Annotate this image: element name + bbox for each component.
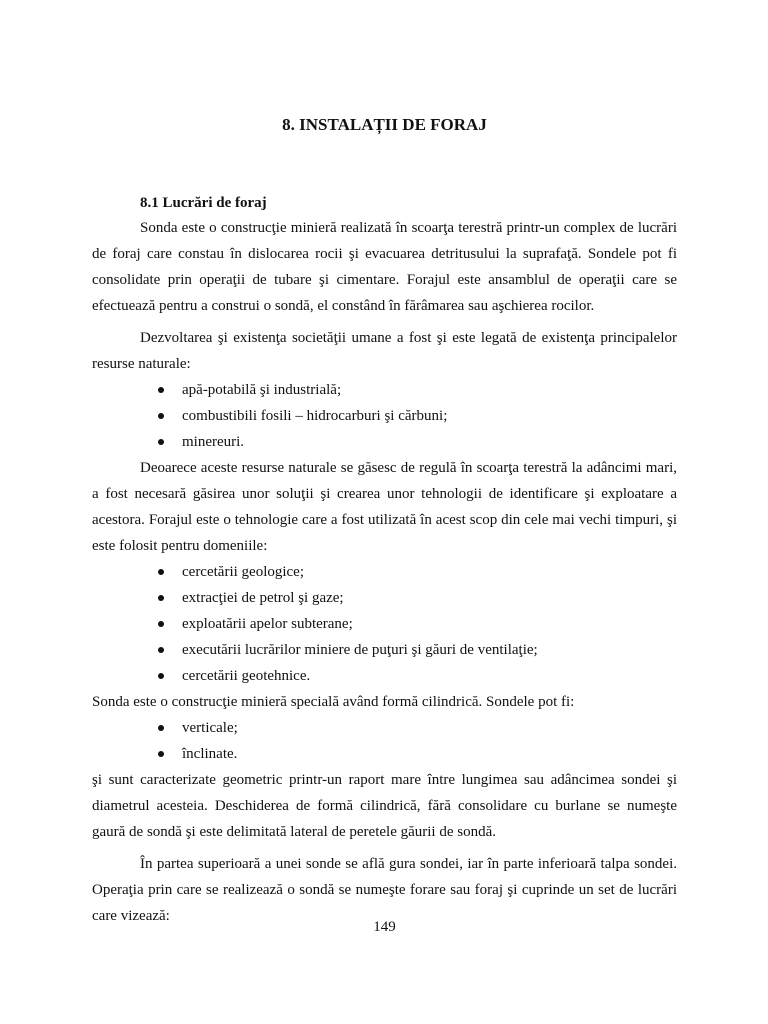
list-item [158, 611, 677, 637]
domains-list [92, 559, 677, 689]
list-item-text: executării lucrărilor miniere de puţuri şi găuri de ventilaţie; [182, 642, 538, 658]
bullet-icon [158, 387, 164, 393]
bullet-icon [158, 673, 164, 679]
list-item-text: verticale; [182, 720, 238, 736]
paragraph-1: Sonda este o construcţie minieră realizată în scoarţa terestră printr-un complex de lucrări de foraj care constau în dislocarea rocii şi evacuarea detritusului la suprafaţă. Sondele pot fi consolidate prin operaţii de tubare şi cimentare. Forajul este ansamblul de operaţii care se efectuează pentru a construi o sondă, el constând în fărâmarea sau aşchierea rocilor. [92, 220, 677, 314]
list-item [158, 429, 677, 455]
list-item-text: combustibili fosili – hidrocarburi şi cărbuni; [182, 408, 448, 424]
paragraph-5: şi sunt caracterizate geometric printr-un raport mare între lungimea sau adâncimea sondei şi diametrul acesteia. Deschiderea de formă cilindrică, fără consolidare cu burlane se numeşte gaură de sondă şi este delimitată lateral de peretele găurii de sondă. [92, 772, 677, 840]
bullet-icon [158, 569, 164, 575]
body-text [92, 215, 677, 929]
list-item [158, 403, 677, 429]
paragraph-6: În partea superioară a unei sonde se află gura sondei, iar în parte inferioară talpa sondei. Operaţia prin care se realizează o sondă se numeşte forare sau foraj şi cuprinde un set de lucrări care vizează: [92, 856, 677, 924]
bullet-icon [158, 595, 164, 601]
bullet-icon [158, 439, 164, 445]
list-item-text: apă-potabilă şi industrială; [182, 382, 342, 398]
list-item-text: cercetării geotehnice. [182, 668, 311, 684]
list-item [158, 585, 677, 611]
list-item [158, 741, 677, 767]
resources-list [92, 377, 677, 455]
bullet-icon [158, 725, 164, 731]
bullet-icon [158, 621, 164, 627]
paragraph-4: Sonda este o construcţie minieră specială având formă cilindrică. Sondele pot fi: [92, 694, 575, 710]
list-item [158, 715, 677, 741]
bullet-icon [158, 647, 164, 653]
list-item [158, 559, 677, 585]
section-title: 8.1 Lucrări de foraj [140, 195, 267, 211]
paragraph-2: Dezvoltarea şi existenţa societăţii umane a fost şi este legată de existenţa principalelor resurse naturale: [92, 330, 677, 372]
bullet-icon [158, 413, 164, 419]
list-item-text: exploatării apelor subterane; [182, 616, 353, 632]
list-item [158, 637, 677, 663]
chapter-title: 8. INSTALAȚII DE FORAJ [282, 115, 487, 134]
list-item-text: extracţiei de petrol şi gaze; [182, 590, 344, 606]
list-item [158, 663, 677, 689]
bullet-icon [158, 751, 164, 757]
orientation-list [92, 715, 677, 767]
list-item-text: minereuri. [182, 434, 245, 450]
paragraph-3: Deoarece aceste resurse naturale se găsesc de regulă în scoarţa terestră la adâncimi mari, a fost necesară găsirea unor soluţii şi crearea unor tehnologii de identificare şi exploatare a acestora. Forajul este o tehnologie care a fost utilizată în acest scop din cele mai vechi timpuri, şi este folosit pentru domeniile: [92, 460, 677, 554]
page-number: 149 [373, 919, 396, 935]
list-item [158, 377, 677, 403]
list-item-text: înclinate. [182, 746, 238, 762]
list-item-text: cercetării geologice; [182, 564, 305, 580]
